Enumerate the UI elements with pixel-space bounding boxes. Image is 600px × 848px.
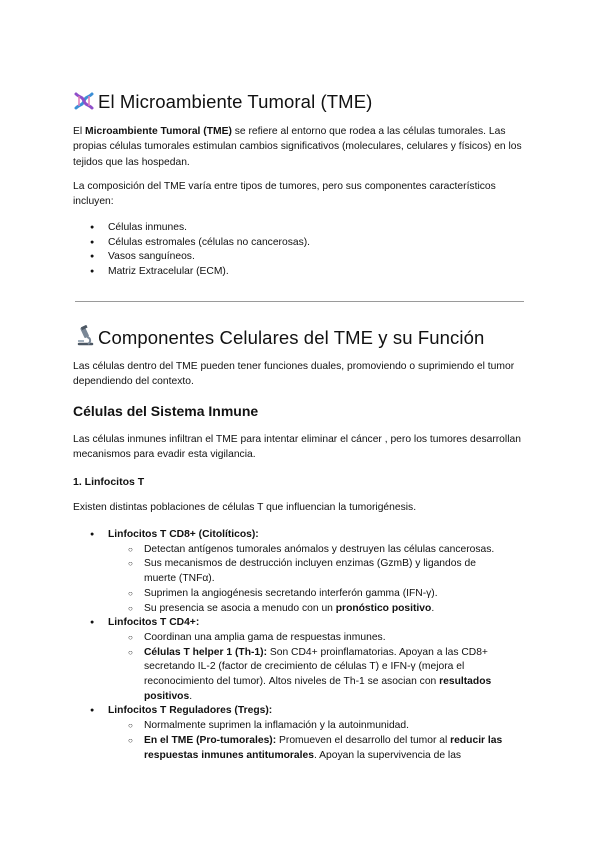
components-list — [73, 221, 523, 280]
components-intro: Las células dentro del TME pueden tener funciones duales, promoviendo o suprimiendo el tumor dependiendo del contexto. — [73, 361, 515, 388]
lymphocytes-intro: Existen distintas poblaciones de células T que influencian la tumorigénesis. — [73, 502, 417, 513]
immune-heading: Células del Sistema Inmune — [73, 403, 259, 419]
tme-definition: El Microambiente Tumoral (TME) se refiere al entorno que rodea a las células tumorales. Las propias células tumorales estimulan cambios significativos (moleculares, celulares y físicos) en los tejidos que las hospedan. — [73, 126, 522, 168]
list-item: ○ Coordinan una amplia gama de respuestas inmunes. — [108, 631, 508, 646]
list-item: ○ Detectan antígenos tumorales anómalos y destruyen las células cancerosas. — [108, 543, 508, 558]
list-item: ○ Células T helper 1 (Th-1): Son CD4+ proinflamatorias. Apoyan a las CD8+ secretando IL-2 (factor de crecimiento de células T) e IFN-γ (mejora el reconocimiento del tumor). Altos niveles de Th-1 se asocian con resultados positivos. — [108, 646, 508, 705]
list-item-treg: ● Linfocitos T Reguladores (Tregs): ○ Normalmente suprimen la inflamación y la autoinmunidad. ○ En el TME (Pro-tumorales): Promueven el desarrollo del tumor al reducir las respuestas inmunes antitumorales. Apoyan la supervivencia de las — [73, 704, 508, 763]
list-item: ○ Sus mecanismos de destrucción incluyen enzimas (GzmB) y ligandos de muerte (TNFα). — [108, 557, 508, 586]
list-item: ● Células inmunes. — [73, 221, 523, 236]
list-item: ● Matriz Extracelular (ECM). — [73, 265, 523, 280]
microscope-icon — [73, 325, 95, 345]
lymphocytes-heading: 1. Linfocitos T — [73, 476, 145, 488]
lymphocyte-types-list — [73, 528, 508, 763]
immune-intro: Las células inmunes infiltran el TME para intentar eliminar el cáncer , pero los tumores desarrollan mecanismos para evadir esta vigilancia. — [73, 434, 521, 461]
cd8-sublist — [108, 543, 508, 617]
list-item: ○ Suprimen la angiogénesis secretando interferón gamma (IFN-γ). — [108, 587, 508, 602]
list-item: ● Vasos sanguíneos. — [73, 250, 523, 265]
list-item-cd4: ● Linfocitos T CD4+: ○ Coordinan una amplia gama de respuestas inmunes. ○ Células T helper 1 (Th-1): Son CD4+ proinflamatorias. Apoyan a las CD8+ secretando IL-2 (factor de crecimiento de células T) e IFN-γ (mejora el reconocimiento del tumor). Altos niveles de Th-1 se asocian con resultados positivos. — [73, 616, 508, 704]
section-title-tme: El Microambiente Tumoral (TME) — [73, 91, 372, 113]
divider — [75, 301, 524, 302]
tme-composition: La composición del TME varía entre tipos de tumores, pero sus componentes característicos incluyen: — [73, 181, 496, 208]
list-item-cd8: ● Linfocitos T CD8+ (Citolíticos): ○ Detectan antígenos tumorales anómalos y destruyen las células cancerosas. ○ Sus mecanismos de destrucción incluyen enzimas (GzmB) y ligandos de muerte (TNFα). ○ Suprimen la angiogénesis secretando interferón gamma (IFN-γ). ○ Su presencia se asocia a menudo con un pronóstico positivo. — [73, 528, 508, 616]
section-title-components: Componentes Celulares del TME y su Función — [73, 325, 484, 349]
list-item: ○ En el TME (Pro-tumorales): Promueven el desarrollo del tumor al reducir las respuestas inmunes antitumorales. Apoyan la supervivencia de las — [108, 734, 508, 763]
dna-icon — [73, 91, 95, 111]
treg-sublist — [108, 719, 508, 763]
list-item: ● Células estromales (células no cancerosas). — [73, 236, 523, 251]
cd4-sublist — [108, 631, 508, 705]
list-item: ○ Normalmente suprimen la inflamación y la autoinmunidad. — [108, 719, 508, 734]
list-item: ○ Su presencia se asocia a menudo con un pronóstico positivo. — [108, 602, 508, 617]
